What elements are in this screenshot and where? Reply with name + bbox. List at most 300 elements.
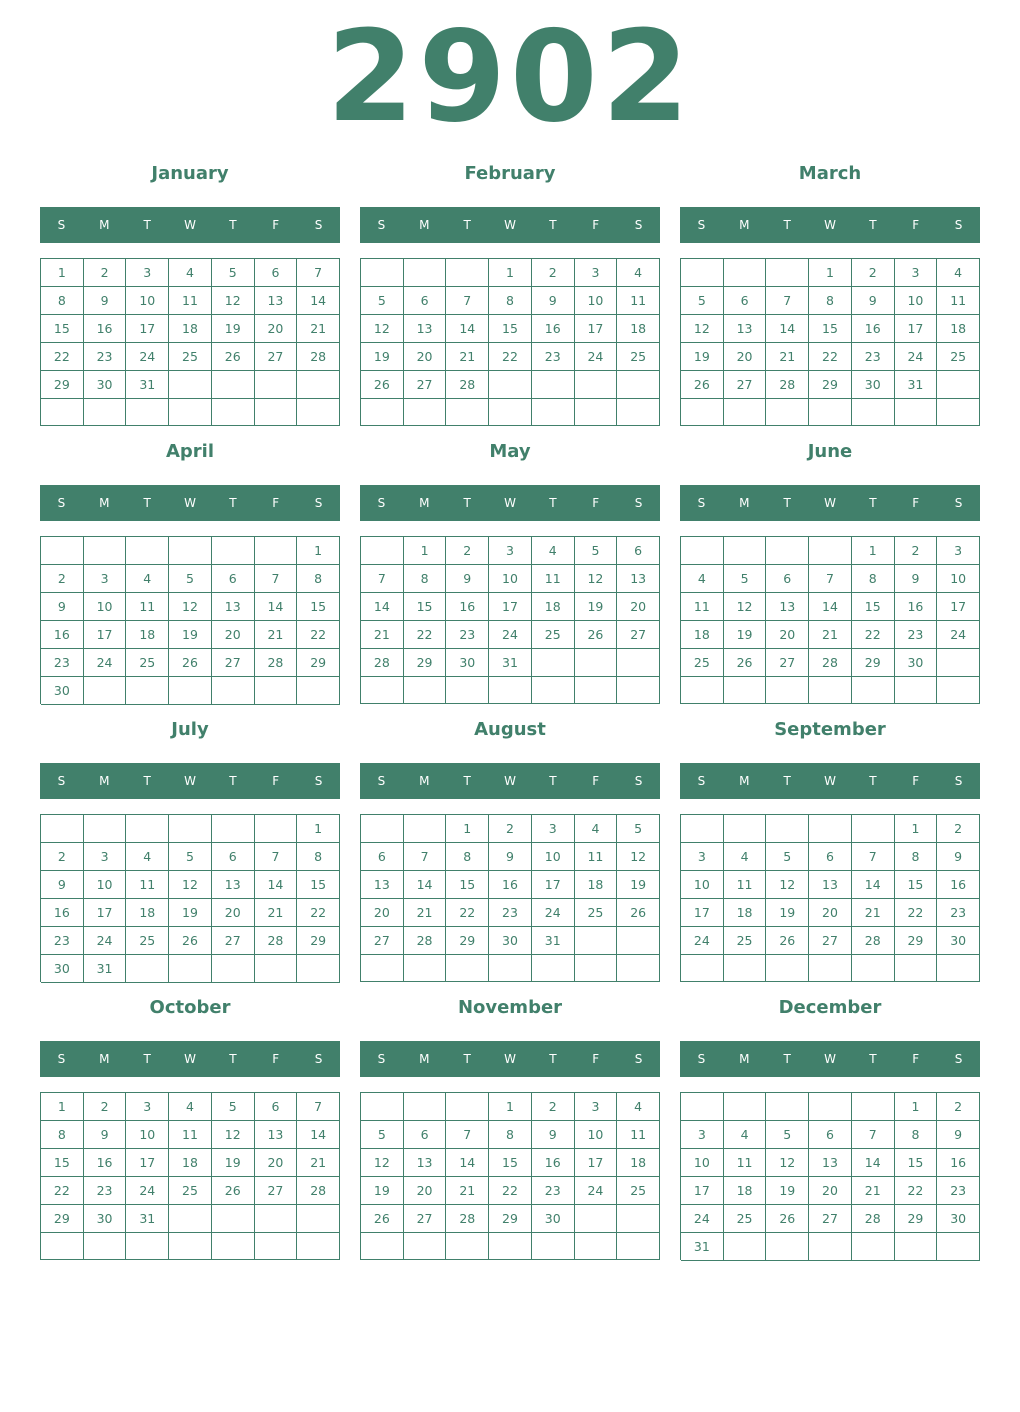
day-cell: 26 — [212, 343, 255, 371]
day-cell: 18 — [126, 899, 169, 927]
day-cell: 12 — [361, 315, 404, 343]
empty-day-cell — [532, 399, 575, 426]
day-cell: 31 — [895, 371, 938, 399]
day-cell: 28 — [852, 927, 895, 955]
day-cell: 10 — [681, 1149, 724, 1177]
day-cell: 18 — [937, 315, 980, 343]
day-cell: 8 — [489, 287, 532, 315]
day-cell: 16 — [84, 315, 127, 343]
day-cell: 12 — [724, 593, 767, 621]
weekday-label: M — [739, 496, 750, 510]
month-name: January — [151, 163, 229, 184]
day-cell: 13 — [404, 1149, 447, 1177]
day-cell: 8 — [895, 843, 938, 871]
weekday-header — [40, 1041, 340, 1077]
day-cell: 11 — [681, 593, 724, 621]
weekday-label: T — [143, 1052, 151, 1066]
empty-day-cell — [724, 1093, 767, 1121]
empty-day-cell — [489, 955, 532, 982]
weekday-label: W — [504, 774, 516, 788]
day-cell: 13 — [404, 315, 447, 343]
weekday-label: M — [419, 1052, 430, 1066]
day-cell: 16 — [937, 1149, 980, 1177]
weekday-label: T — [229, 218, 237, 232]
weekday-label: T — [783, 496, 791, 510]
day-cell: 21 — [297, 1149, 340, 1177]
empty-day-cell — [212, 677, 255, 705]
day-cell: 4 — [617, 1093, 660, 1121]
day-cell: 5 — [766, 843, 809, 871]
day-cell: 16 — [489, 871, 532, 899]
empty-day-cell — [809, 537, 852, 565]
day-cell: 9 — [937, 1121, 980, 1149]
day-cell: 4 — [724, 843, 767, 871]
empty-day-cell — [852, 815, 895, 843]
day-cell: 21 — [809, 621, 852, 649]
day-cell: 12 — [212, 1121, 255, 1149]
empty-day-cell — [809, 399, 852, 426]
empty-day-cell — [361, 1093, 404, 1121]
weekday-label: S — [697, 1052, 706, 1066]
day-cell: 16 — [895, 593, 938, 621]
empty-day-cell — [212, 1205, 255, 1233]
weekday-label: M — [99, 1052, 110, 1066]
weekday-label: W — [504, 218, 516, 232]
day-cell: 7 — [852, 1121, 895, 1149]
day-cell: 5 — [766, 1121, 809, 1149]
day-cell: 6 — [361, 843, 404, 871]
day-cell: 15 — [895, 1149, 938, 1177]
day-cell: 17 — [681, 1177, 724, 1205]
day-cell: 1 — [489, 1093, 532, 1121]
day-cell: 26 — [169, 927, 212, 955]
day-cell: 27 — [809, 927, 852, 955]
weekday-label: F — [912, 1052, 920, 1066]
day-cell: 3 — [84, 565, 127, 593]
day-grid — [360, 1092, 660, 1260]
weekday-label: M — [99, 774, 110, 788]
empty-day-cell — [617, 399, 660, 426]
empty-day-cell — [809, 815, 852, 843]
day-cell: 26 — [617, 899, 660, 927]
empty-day-cell — [297, 1205, 340, 1233]
empty-day-cell — [404, 259, 447, 287]
day-cell: 15 — [404, 593, 447, 621]
day-cell: 21 — [255, 621, 298, 649]
empty-day-cell — [766, 259, 809, 287]
weekday-header — [680, 485, 980, 521]
empty-day-cell — [852, 399, 895, 426]
day-cell: 7 — [404, 843, 447, 871]
day-cell: 31 — [681, 1233, 724, 1261]
month-name: August — [474, 719, 546, 740]
day-cell: 26 — [361, 1205, 404, 1233]
day-cell: 30 — [937, 1205, 980, 1233]
day-cell: 25 — [617, 1177, 660, 1205]
weekday-label: S — [314, 774, 323, 788]
day-cell: 15 — [41, 315, 84, 343]
day-cell: 24 — [126, 1177, 169, 1205]
day-cell: 10 — [84, 871, 127, 899]
day-cell: 16 — [446, 593, 489, 621]
day-cell: 20 — [404, 343, 447, 371]
weekday-label: M — [99, 218, 110, 232]
empty-day-cell — [766, 1093, 809, 1121]
weekday-label: M — [419, 218, 430, 232]
empty-day-cell — [937, 1233, 980, 1261]
weekday-label: S — [697, 774, 706, 788]
day-cell: 23 — [937, 1177, 980, 1205]
weekday-label: T — [463, 496, 471, 510]
day-cell: 3 — [126, 259, 169, 287]
empty-day-cell — [724, 1233, 767, 1261]
day-cell: 16 — [532, 1149, 575, 1177]
weekday-label: F — [912, 496, 920, 510]
day-cell: 28 — [404, 927, 447, 955]
day-cell: 7 — [446, 287, 489, 315]
empty-day-cell — [532, 371, 575, 399]
day-cell: 4 — [681, 565, 724, 593]
empty-day-cell — [126, 955, 169, 983]
empty-day-cell — [84, 537, 127, 565]
empty-day-cell — [852, 1093, 895, 1121]
weekday-header — [360, 1041, 660, 1077]
day-cell: 7 — [297, 1093, 340, 1121]
empty-day-cell — [809, 1093, 852, 1121]
day-cell: 18 — [724, 899, 767, 927]
empty-day-cell — [617, 649, 660, 677]
day-cell: 19 — [361, 1177, 404, 1205]
empty-day-cell — [255, 677, 298, 705]
weekday-label: T — [549, 774, 557, 788]
day-cell: 2 — [852, 259, 895, 287]
empty-day-cell — [404, 1093, 447, 1121]
day-cell: 10 — [84, 593, 127, 621]
weekday-header — [40, 485, 340, 521]
weekday-label: S — [634, 218, 643, 232]
empty-day-cell — [212, 537, 255, 565]
empty-day-cell — [575, 1233, 618, 1260]
empty-day-cell — [404, 815, 447, 843]
empty-day-cell — [297, 399, 340, 426]
day-cell: 9 — [532, 1121, 575, 1149]
day-cell: 12 — [212, 287, 255, 315]
empty-day-cell — [617, 371, 660, 399]
empty-day-cell — [809, 677, 852, 704]
day-cell: 28 — [446, 371, 489, 399]
empty-day-cell — [724, 537, 767, 565]
day-cell: 2 — [84, 259, 127, 287]
weekday-label: S — [377, 1052, 386, 1066]
day-cell: 29 — [41, 1205, 84, 1233]
weekday-label: T — [229, 1052, 237, 1066]
day-cell: 8 — [489, 1121, 532, 1149]
empty-day-cell — [532, 955, 575, 982]
day-cell: 8 — [895, 1121, 938, 1149]
day-cell: 30 — [937, 927, 980, 955]
empty-day-cell — [446, 259, 489, 287]
day-cell: 12 — [681, 315, 724, 343]
day-cell: 15 — [489, 1149, 532, 1177]
empty-day-cell — [617, 955, 660, 982]
empty-day-cell — [937, 677, 980, 704]
day-cell: 13 — [255, 1121, 298, 1149]
day-cell: 29 — [809, 371, 852, 399]
weekday-header — [360, 763, 660, 799]
weekday-label: S — [314, 1052, 323, 1066]
weekday-label: W — [824, 774, 836, 788]
day-cell: 22 — [852, 621, 895, 649]
weekday-label: S — [954, 774, 963, 788]
day-cell: 5 — [169, 843, 212, 871]
empty-day-cell — [446, 1093, 489, 1121]
day-grid — [360, 258, 660, 426]
day-cell: 3 — [575, 1093, 618, 1121]
day-cell: 26 — [681, 371, 724, 399]
month-name: February — [464, 163, 556, 184]
day-cell: 1 — [895, 815, 938, 843]
empty-day-cell — [255, 371, 298, 399]
day-cell: 19 — [766, 1177, 809, 1205]
day-cell: 27 — [617, 621, 660, 649]
day-cell: 13 — [212, 593, 255, 621]
day-cell: 14 — [766, 315, 809, 343]
day-cell: 6 — [255, 1093, 298, 1121]
month-name: May — [489, 441, 531, 462]
day-cell: 25 — [169, 1177, 212, 1205]
empty-day-cell — [937, 399, 980, 426]
empty-day-cell — [255, 955, 298, 983]
empty-day-cell — [532, 677, 575, 704]
day-cell: 8 — [41, 287, 84, 315]
day-cell: 26 — [361, 371, 404, 399]
day-cell: 24 — [489, 621, 532, 649]
empty-day-cell — [489, 1233, 532, 1260]
weekday-label: F — [912, 774, 920, 788]
weekday-header — [680, 1041, 980, 1077]
weekday-label: S — [697, 218, 706, 232]
day-cell: 13 — [361, 871, 404, 899]
weekday-label: T — [463, 1052, 471, 1066]
empty-day-cell — [895, 1233, 938, 1261]
empty-day-cell — [575, 399, 618, 426]
day-cell: 7 — [809, 565, 852, 593]
day-cell: 14 — [297, 287, 340, 315]
day-cell: 20 — [361, 899, 404, 927]
empty-day-cell — [169, 399, 212, 426]
day-cell: 17 — [532, 871, 575, 899]
day-cell: 21 — [446, 343, 489, 371]
weekday-label: F — [592, 218, 600, 232]
day-cell: 6 — [212, 843, 255, 871]
day-cell: 8 — [297, 565, 340, 593]
day-cell: 23 — [84, 1177, 127, 1205]
day-cell: 13 — [809, 871, 852, 899]
day-cell: 31 — [489, 649, 532, 677]
day-cell: 5 — [169, 565, 212, 593]
weekday-label: W — [184, 218, 196, 232]
day-cell: 30 — [446, 649, 489, 677]
weekday-label: S — [634, 496, 643, 510]
weekday-label: W — [184, 774, 196, 788]
month-name: November — [457, 997, 563, 1018]
day-cell: 7 — [297, 259, 340, 287]
day-cell: 4 — [126, 843, 169, 871]
day-cell: 9 — [532, 287, 575, 315]
empty-day-cell — [169, 955, 212, 983]
day-cell: 11 — [724, 871, 767, 899]
day-cell: 29 — [895, 927, 938, 955]
day-cell: 27 — [361, 927, 404, 955]
weekday-label: T — [869, 1052, 877, 1066]
day-cell: 3 — [532, 815, 575, 843]
day-cell: 26 — [575, 621, 618, 649]
day-cell: 24 — [126, 343, 169, 371]
day-cell: 24 — [84, 927, 127, 955]
day-cell: 7 — [446, 1121, 489, 1149]
empty-day-cell — [532, 1233, 575, 1260]
day-cell: 30 — [84, 371, 127, 399]
month-name: December — [778, 997, 882, 1018]
day-cell: 6 — [255, 259, 298, 287]
day-cell: 11 — [617, 287, 660, 315]
empty-day-cell — [937, 371, 980, 399]
day-cell: 26 — [169, 649, 212, 677]
day-cell: 10 — [575, 287, 618, 315]
empty-day-cell — [895, 399, 938, 426]
day-cell: 25 — [617, 343, 660, 371]
day-cell: 5 — [575, 537, 618, 565]
day-cell: 4 — [617, 259, 660, 287]
day-cell: 17 — [937, 593, 980, 621]
day-cell: 11 — [937, 287, 980, 315]
empty-day-cell — [84, 815, 127, 843]
day-cell: 21 — [446, 1177, 489, 1205]
day-cell: 2 — [41, 565, 84, 593]
weekday-label: M — [419, 496, 430, 510]
weekday-label: S — [314, 496, 323, 510]
day-cell: 9 — [852, 287, 895, 315]
day-cell: 19 — [575, 593, 618, 621]
empty-day-cell — [361, 955, 404, 982]
day-cell: 25 — [681, 649, 724, 677]
empty-day-cell — [169, 537, 212, 565]
weekday-label: T — [463, 218, 471, 232]
day-cell: 11 — [126, 871, 169, 899]
day-cell: 3 — [84, 843, 127, 871]
day-cell: 21 — [852, 899, 895, 927]
day-cell: 22 — [446, 899, 489, 927]
weekday-label: T — [869, 496, 877, 510]
empty-day-cell — [766, 815, 809, 843]
weekday-label: M — [739, 774, 750, 788]
day-cell: 14 — [852, 871, 895, 899]
day-cell: 11 — [169, 287, 212, 315]
empty-day-cell — [681, 677, 724, 704]
day-cell: 9 — [489, 843, 532, 871]
day-cell: 14 — [852, 1149, 895, 1177]
weekday-label: S — [954, 218, 963, 232]
empty-day-cell — [809, 1233, 852, 1261]
day-cell: 19 — [361, 343, 404, 371]
day-cell: 7 — [255, 565, 298, 593]
day-cell: 25 — [126, 649, 169, 677]
empty-day-cell — [212, 815, 255, 843]
day-cell: 27 — [255, 1177, 298, 1205]
day-cell: 29 — [895, 1205, 938, 1233]
weekday-label: M — [739, 218, 750, 232]
day-cell: 20 — [724, 343, 767, 371]
day-cell: 9 — [84, 287, 127, 315]
day-cell: 26 — [724, 649, 767, 677]
empty-day-cell — [766, 677, 809, 704]
empty-day-cell — [126, 537, 169, 565]
day-cell: 6 — [724, 287, 767, 315]
day-cell: 4 — [532, 537, 575, 565]
day-cell: 26 — [212, 1177, 255, 1205]
day-cell: 2 — [84, 1093, 127, 1121]
empty-day-cell — [575, 649, 618, 677]
weekday-label: W — [824, 496, 836, 510]
day-cell: 1 — [297, 537, 340, 565]
day-cell: 14 — [446, 1149, 489, 1177]
day-cell: 29 — [297, 649, 340, 677]
day-cell: 16 — [937, 871, 980, 899]
day-cell: 10 — [575, 1121, 618, 1149]
day-cell: 18 — [617, 315, 660, 343]
day-cell: 10 — [937, 565, 980, 593]
empty-day-cell — [404, 955, 447, 982]
day-cell: 28 — [809, 649, 852, 677]
day-cell: 25 — [724, 927, 767, 955]
weekday-label: S — [954, 1052, 963, 1066]
empty-day-cell — [297, 371, 340, 399]
day-cell: 3 — [575, 259, 618, 287]
day-cell: 17 — [575, 1149, 618, 1177]
day-cell: 5 — [724, 565, 767, 593]
day-cell: 31 — [84, 955, 127, 983]
day-cell: 8 — [852, 565, 895, 593]
day-cell: 6 — [809, 843, 852, 871]
day-cell: 21 — [766, 343, 809, 371]
day-cell: 29 — [489, 1205, 532, 1233]
day-cell: 20 — [809, 1177, 852, 1205]
weekday-header — [680, 207, 980, 243]
weekday-label: T — [783, 218, 791, 232]
day-cell: 24 — [532, 899, 575, 927]
weekday-header — [40, 763, 340, 799]
empty-day-cell — [297, 677, 340, 705]
day-grid — [680, 258, 980, 426]
day-cell: 22 — [41, 343, 84, 371]
day-cell: 11 — [617, 1121, 660, 1149]
day-grid — [40, 1092, 340, 1260]
day-cell: 26 — [766, 927, 809, 955]
empty-day-cell — [297, 1233, 340, 1260]
empty-day-cell — [361, 259, 404, 287]
weekday-header — [680, 763, 980, 799]
day-cell: 9 — [41, 593, 84, 621]
empty-day-cell — [852, 677, 895, 704]
day-cell: 28 — [255, 649, 298, 677]
day-cell: 29 — [852, 649, 895, 677]
day-cell: 17 — [575, 315, 618, 343]
day-cell: 7 — [255, 843, 298, 871]
day-cell: 19 — [617, 871, 660, 899]
day-cell: 30 — [489, 927, 532, 955]
day-cell: 6 — [766, 565, 809, 593]
day-cell: 15 — [852, 593, 895, 621]
